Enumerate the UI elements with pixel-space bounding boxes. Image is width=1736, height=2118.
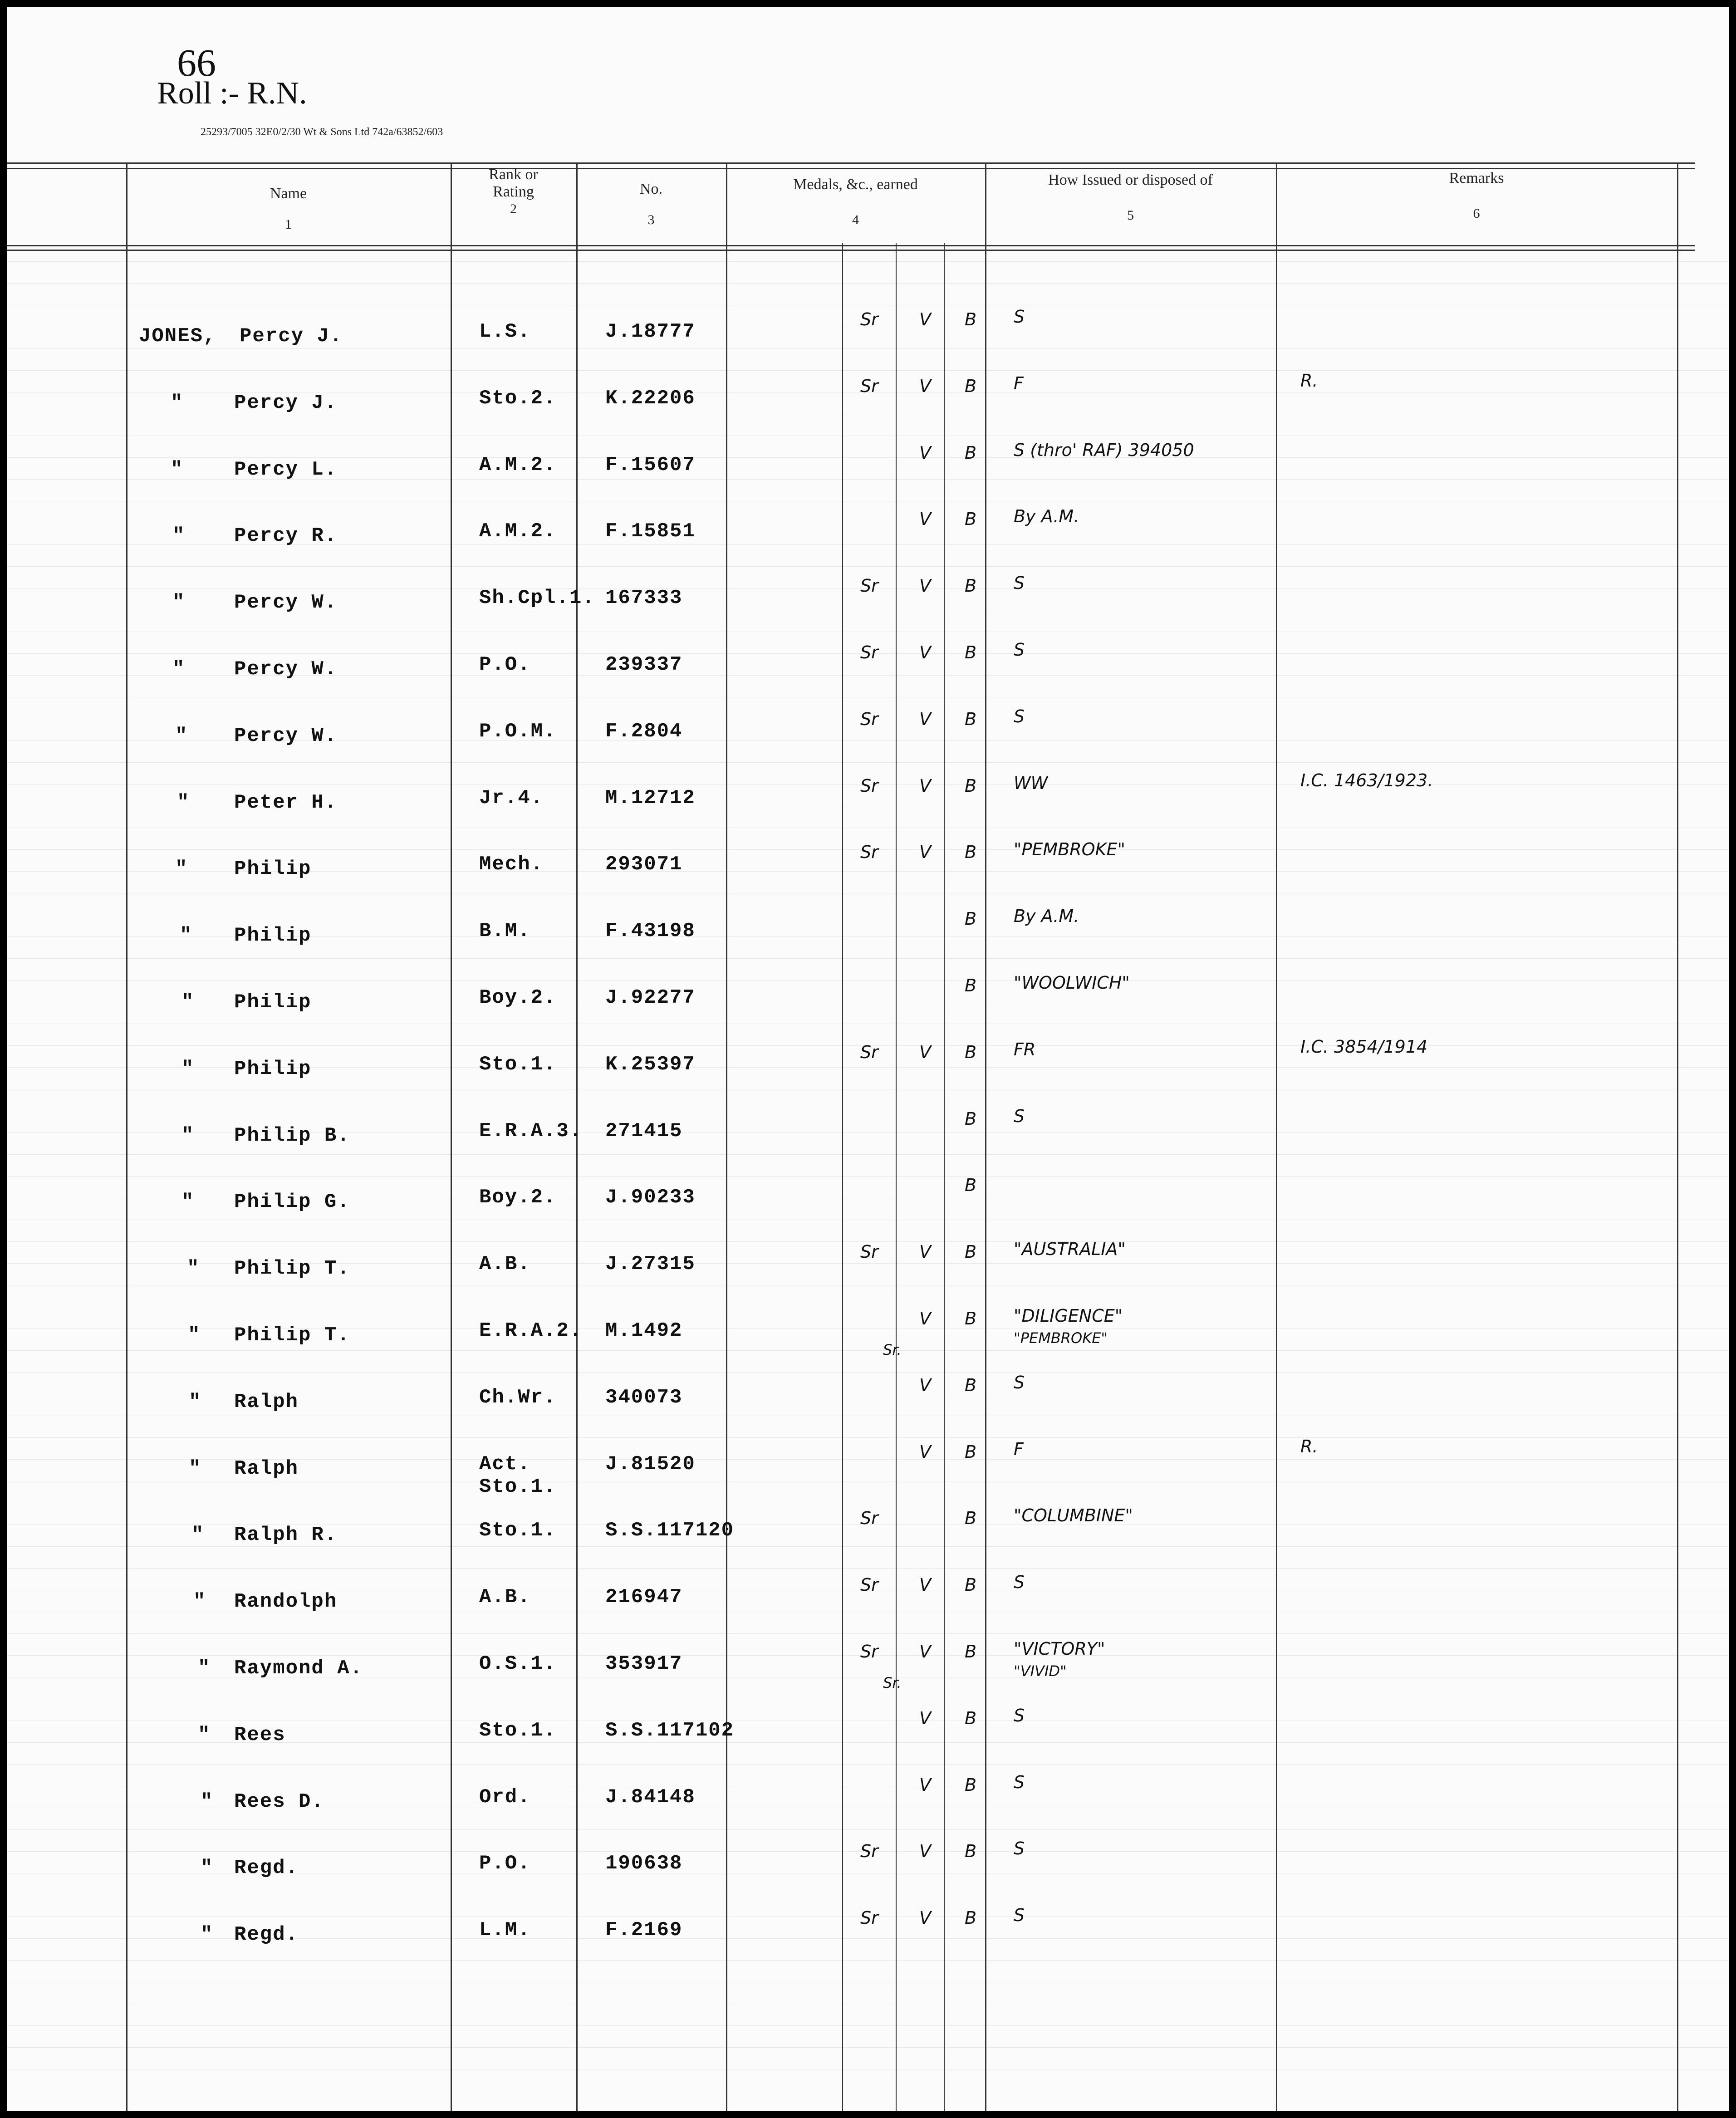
cell-m-b: B <box>965 909 977 929</box>
cell-issued2: "VIVID" <box>1014 1662 1067 1680</box>
col-header-medals <box>726 176 985 229</box>
cell-name: Percy R. <box>234 525 338 548</box>
cell-no: F.2804 <box>605 720 683 743</box>
cell-rank: L.S. <box>479 320 531 343</box>
cell-no: 340073 <box>605 1386 683 1409</box>
cell-no: 239337 <box>605 653 683 676</box>
cell-rank: A.B. <box>479 1253 531 1276</box>
cell-m-b: B <box>965 1841 977 1862</box>
cell-m-b: B <box>965 1508 977 1529</box>
cell-name: Rees <box>234 1723 286 1746</box>
cell-rank: A.B. <box>479 1586 531 1609</box>
cell-rank: Sto.1. <box>479 1053 557 1076</box>
cell-m-v: V <box>919 842 931 863</box>
cell-m-v: V <box>919 775 931 796</box>
cell-m-b: B <box>965 1908 977 1928</box>
cell-m-star: Sr <box>860 709 878 729</box>
col-header-no-num: 3 <box>647 212 655 227</box>
cell-rank: Sh.Cpl.1. <box>479 587 595 610</box>
cell-no: J.84148 <box>605 1785 696 1809</box>
cell-m-star: Sr <box>860 1575 878 1595</box>
cell-surname: " <box>172 591 186 614</box>
cell-m-star2: Sr. <box>883 1341 902 1358</box>
cell-m-b: B <box>965 1375 977 1395</box>
cell-m-star: Sr <box>860 842 878 863</box>
printer-line: 25293/7005 32E0/2/30 Wt & Sons Ltd 742a/63852/603 <box>201 126 443 138</box>
cell-issued: S <box>1014 1372 1025 1392</box>
cell-issued: By A.M. <box>1014 506 1079 527</box>
cell-m-v: V <box>919 442 931 463</box>
table-row <box>7 906 1729 973</box>
cell-rank: Sto.2. <box>479 387 557 410</box>
cell-no: J.81520 <box>605 1452 696 1476</box>
table-row <box>7 440 1729 507</box>
cell-m-b: B <box>965 1242 977 1262</box>
cell-no: M.12712 <box>605 786 696 809</box>
header-bottom-rule <box>7 245 1695 246</box>
table-row <box>7 1505 1729 1572</box>
cell-no: J.18777 <box>605 320 696 343</box>
table-row <box>7 1373 1729 1439</box>
cell-issued: "WOOLWICH" <box>1014 973 1130 993</box>
cell-no: 167333 <box>605 587 683 610</box>
cell-name: Peter H. <box>234 791 338 814</box>
cell-m-v: V <box>919 1575 931 1595</box>
table-row <box>7 506 1729 573</box>
col-header-rank <box>451 166 576 218</box>
col-header-issued <box>985 172 1276 224</box>
cell-rank: Sto.1. <box>479 1719 557 1742</box>
cell-rank: Sto.1. <box>479 1519 557 1542</box>
cell-issued: By A.M. <box>1014 906 1079 927</box>
cell-rank: Boy.2. <box>479 986 557 1009</box>
roll-title: Roll :- R.N. <box>157 76 307 111</box>
cell-name: Philip T. <box>234 1324 350 1347</box>
cell-surname: " <box>181 1191 195 1214</box>
cell-m-v: V <box>919 1042 931 1062</box>
cell-m-star: Sr <box>860 1242 878 1262</box>
col-header-no <box>576 181 726 229</box>
table-row <box>7 307 1729 373</box>
table-row <box>7 839 1729 906</box>
cell-surname: " <box>175 858 188 881</box>
table-row <box>7 1306 1729 1373</box>
cell-rank: Mech. <box>479 853 544 876</box>
cell-m-b: B <box>965 376 977 396</box>
cell-name: Philip <box>234 991 312 1014</box>
col-header-remarks-num: 6 <box>1473 206 1480 221</box>
cell-name: Ralph <box>234 1457 299 1480</box>
cell-surname: " <box>171 458 184 481</box>
cell-issued: S <box>1014 1905 1025 1926</box>
cell-name: Philip B. <box>234 1124 350 1147</box>
cell-m-v: V <box>919 1708 931 1728</box>
cell-surname: " <box>171 391 184 414</box>
cell-rank: E.R.A.3. <box>479 1119 583 1142</box>
cell-surname: " <box>189 1390 202 1413</box>
cell-name: Philip <box>234 1057 312 1080</box>
cell-issued: "VICTORY" <box>1014 1639 1105 1659</box>
cell-issued: S <box>1014 1572 1025 1593</box>
cell-no: F.43198 <box>605 920 696 943</box>
cell-surname: " <box>201 1790 214 1813</box>
cell-no: 216947 <box>605 1586 683 1609</box>
cell-surname: " <box>172 525 186 548</box>
cell-no: K.25397 <box>605 1053 696 1076</box>
cell-issued: S <box>1014 1106 1025 1126</box>
cell-issued: S <box>1014 307 1025 327</box>
cell-no: S.S.117102 <box>605 1719 735 1742</box>
cell-no: J.92277 <box>605 986 696 1009</box>
header-bottom-rule-2 <box>7 250 1695 251</box>
cell-m-b: B <box>965 775 977 796</box>
cell-m-b: B <box>965 1642 977 1662</box>
cell-no: J.27315 <box>605 1253 696 1276</box>
cell-issued: WW <box>1014 773 1048 793</box>
cell-surname: " <box>189 1457 202 1480</box>
cell-issued: S (thro' RAF) 394050 <box>1014 440 1194 460</box>
cell-issued: "AUSTRALIA" <box>1014 1239 1126 1260</box>
cell-no: J.90233 <box>605 1186 696 1209</box>
cell-rank: A.M.2. <box>479 520 557 543</box>
cell-name: Philip G. <box>234 1191 350 1214</box>
folio-number: 66 <box>177 41 216 84</box>
cell-m-b: B <box>965 1309 977 1329</box>
cell-m-b: B <box>965 976 977 995</box>
cell-name: Percy W. <box>234 591 338 614</box>
cell-m-b: B <box>965 1042 977 1062</box>
ruled-line <box>7 261 1729 262</box>
cell-no: M.1492 <box>605 1319 683 1342</box>
cell-m-star: Sr <box>860 576 878 596</box>
table-row <box>7 1839 1729 1905</box>
cell-m-star: Sr <box>860 376 878 396</box>
cell-surname: " <box>187 1257 200 1280</box>
table-row <box>7 640 1729 706</box>
cell-m-b: B <box>965 576 977 596</box>
cell-surname: " <box>177 791 190 814</box>
ruled-line <box>7 2025 1729 2026</box>
cell-surname: " <box>201 1857 214 1880</box>
cell-m-star: Sr <box>860 309 878 329</box>
cell-issued: S <box>1014 1705 1025 1726</box>
cell-no: K.22206 <box>605 387 696 410</box>
cell-m-b: B <box>965 1575 977 1595</box>
cell-name: Percy J. <box>240 325 343 348</box>
cell-name: Randolph <box>234 1590 338 1613</box>
table-row <box>7 973 1729 1039</box>
col-header-name <box>126 185 451 233</box>
cell-surname: " <box>180 924 193 947</box>
table-row <box>7 770 1729 840</box>
cell-rank: L.M. <box>479 1919 531 1942</box>
cell-issued: F <box>1014 1439 1024 1459</box>
cell-m-v: V <box>919 642 931 662</box>
cell-rank: Act. <box>479 1452 531 1476</box>
cell-name: Philip T. <box>234 1257 350 1280</box>
cell-surname: " <box>181 991 195 1014</box>
cell-surname: " <box>181 1057 195 1080</box>
cell-surname: " <box>198 1723 211 1746</box>
cell-no: 293071 <box>605 853 683 876</box>
cell-m-b: B <box>965 1775 977 1795</box>
cell-m-v: V <box>919 1642 931 1662</box>
cell-m-star: Sr <box>860 775 878 796</box>
cell-surname: " <box>198 1657 211 1680</box>
col-header-rank-label: Rank or Rating <box>489 166 538 200</box>
cell-m-b: B <box>965 1108 977 1129</box>
cell-no: F.2169 <box>605 1919 683 1942</box>
col-header-no-label: No. <box>639 181 663 197</box>
cell-issued: "PEMBROKE" <box>1014 839 1125 860</box>
cell-surname: " <box>175 724 188 747</box>
cell-no: F.15607 <box>605 453 696 476</box>
cell-m-star: Sr <box>860 1042 878 1062</box>
table-row <box>7 1572 1729 1639</box>
header-top-rule-2 <box>7 168 1695 169</box>
cell-m-star: Sr <box>860 1642 878 1662</box>
col-header-name-num: 1 <box>285 217 292 232</box>
cell-issued: S <box>1014 640 1025 660</box>
cell-name: Ralph <box>234 1390 299 1413</box>
cell-name: Regd. <box>234 1923 299 1946</box>
cell-surname: " <box>172 658 186 681</box>
cell-issued: "DILIGENCE" <box>1014 1306 1123 1326</box>
ruled-line <box>7 283 1729 284</box>
cell-rank: Jr.4. <box>479 786 544 809</box>
cell-rank: Ord. <box>479 1785 531 1809</box>
cell-issued: "COLUMBINE" <box>1014 1505 1133 1526</box>
table-row <box>7 1172 1729 1239</box>
cell-no: 271415 <box>605 1119 683 1142</box>
table-row <box>7 1239 1729 1306</box>
cell-rank: P.O. <box>479 1852 531 1875</box>
cell-remark: I.C. 1463/1923. <box>1300 770 1433 790</box>
cell-m-v: V <box>919 376 931 396</box>
cell-name: Percy W. <box>234 724 338 747</box>
cell-m-b: B <box>965 509 977 530</box>
cell-m-v: V <box>919 709 931 729</box>
cell-no: 353917 <box>605 1652 683 1675</box>
cell-remark: R. <box>1300 1436 1318 1456</box>
cell-surname: " <box>201 1923 214 1946</box>
col-header-issued-label: How Issued or disposed of <box>1048 172 1213 188</box>
table-row <box>7 1436 1729 1506</box>
table-row <box>7 1772 1729 1839</box>
cell-m-star: Sr <box>860 1841 878 1862</box>
cell-m-b: B <box>965 709 977 729</box>
cell-m-v: V <box>919 1441 931 1462</box>
cell-name: Percy L. <box>234 458 338 481</box>
cell-surname: " <box>188 1324 201 1347</box>
table-row <box>7 1036 1729 1106</box>
cell-name: Raymond A. <box>234 1657 363 1680</box>
cell-m-v: V <box>919 509 931 530</box>
cell-no: F.15851 <box>605 520 696 543</box>
table-row <box>7 706 1729 773</box>
cell-m-b: B <box>965 842 977 863</box>
cell-m-b: B <box>965 1441 977 1462</box>
cell-m-b: B <box>965 642 977 662</box>
table-row <box>7 1905 1729 1972</box>
table-row <box>7 573 1729 640</box>
cell-surname: " <box>181 1124 195 1147</box>
cell-m-star2: Sr. <box>883 1674 902 1691</box>
col-header-medals-label: Medals, &c., earned <box>793 176 918 193</box>
cell-issued: FR <box>1014 1039 1036 1059</box>
cell-m-b: B <box>965 1708 977 1728</box>
cell-remark: I.C. 3854/1914 <box>1300 1036 1428 1057</box>
col-header-remarks-label: Remarks <box>1449 170 1504 186</box>
cell-surname: " <box>193 1590 206 1613</box>
cell-name: Philip <box>234 924 312 947</box>
cell-rank: B.M. <box>479 920 531 943</box>
table-row <box>7 1639 1729 1706</box>
cell-m-star: Sr <box>860 642 878 662</box>
cell-m-b: B <box>965 309 977 329</box>
cell-issued: S <box>1014 573 1025 593</box>
cell-issued: F <box>1014 373 1024 393</box>
cell-name: Regd. <box>234 1857 299 1880</box>
cell-remark: R. <box>1300 370 1318 391</box>
cell-m-b: B <box>965 1175 977 1196</box>
col-header-rank-num: 2 <box>510 201 517 216</box>
header-top-rule <box>7 162 1695 164</box>
cell-rank: P.O.M. <box>479 720 557 743</box>
cell-issued: S <box>1014 1839 1025 1859</box>
cell-issued: S <box>1014 1772 1025 1792</box>
cell-m-v: V <box>919 1309 931 1329</box>
cell-name: Rees D. <box>234 1790 324 1813</box>
cell-m-b: B <box>965 442 977 463</box>
cell-rank: O.S.1. <box>479 1652 557 1675</box>
cell-m-v: V <box>919 1775 931 1795</box>
cell-m-v: V <box>919 1908 931 1928</box>
cell-rank2: Sto.1. <box>479 1475 557 1498</box>
cell-surname: JONES, <box>139 325 216 348</box>
cell-issued2: "PEMBROKE" <box>1014 1329 1108 1347</box>
table-row <box>7 370 1729 440</box>
cell-rank: E.R.A.2. <box>479 1319 583 1342</box>
col-header-issued-num: 5 <box>1127 208 1134 223</box>
cell-rank: Ch.Wr. <box>479 1386 557 1409</box>
cell-no: S.S.117120 <box>605 1519 735 1542</box>
cell-m-v: V <box>919 1242 931 1262</box>
cell-name: Percy W. <box>234 658 338 681</box>
cell-issued: S <box>1014 706 1025 726</box>
cell-m-v: V <box>919 309 931 329</box>
cell-surname: " <box>191 1524 205 1547</box>
table-row <box>7 1106 1729 1173</box>
cell-m-v: V <box>919 1841 931 1862</box>
cell-m-star: Sr <box>860 1508 878 1529</box>
col-header-remarks <box>1276 170 1677 222</box>
cell-rank: A.M.2. <box>479 453 557 476</box>
cell-rank: Boy.2. <box>479 1186 557 1209</box>
col-header-medals-num: 4 <box>852 212 859 227</box>
cell-rank: P.O. <box>479 653 531 676</box>
cell-m-v: V <box>919 1375 931 1395</box>
col-header-name-label: Name <box>270 185 307 202</box>
cell-name: Philip <box>234 858 312 881</box>
cell-name: Ralph R. <box>234 1524 338 1547</box>
cell-m-v: V <box>919 576 931 596</box>
cell-no: 190638 <box>605 1852 683 1875</box>
table-row <box>7 1706 1729 1772</box>
cell-m-star: Sr <box>860 1908 878 1928</box>
cell-name: Percy J. <box>234 391 338 414</box>
roll-sheet <box>7 7 1729 2111</box>
ruled-line <box>7 2047 1729 2048</box>
